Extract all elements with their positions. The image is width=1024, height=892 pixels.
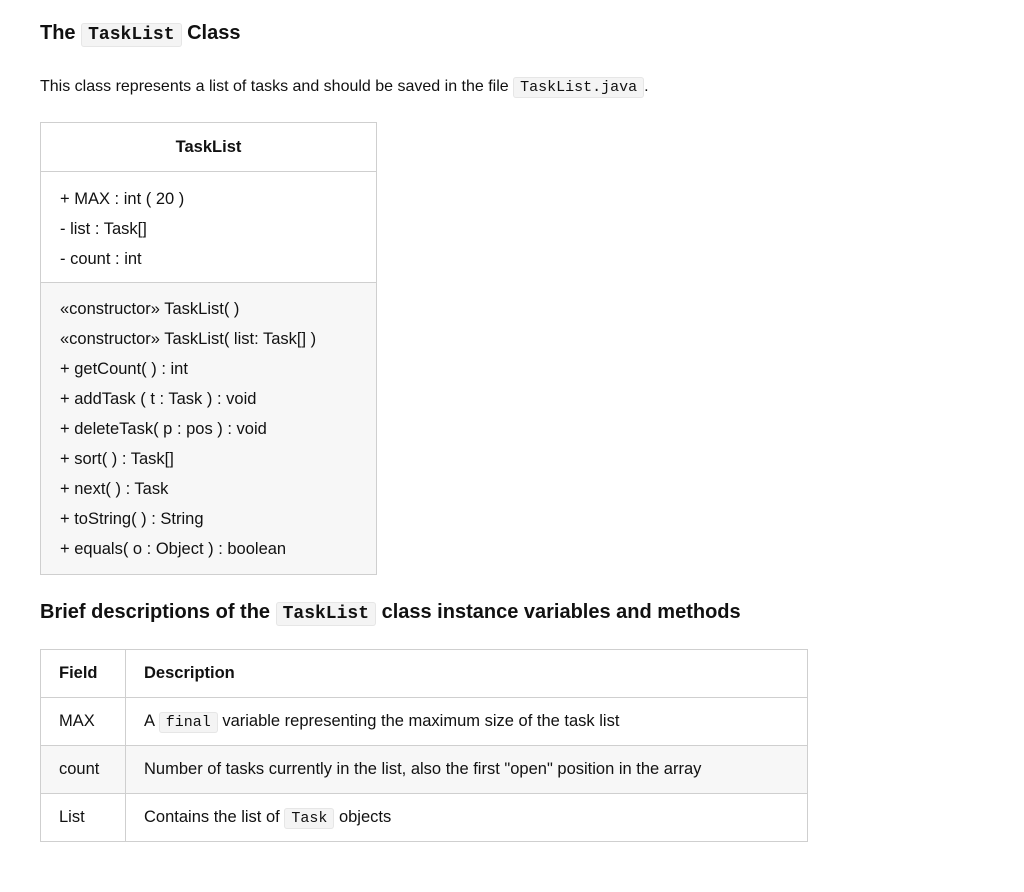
uml-class-name: TaskList	[41, 123, 376, 172]
section-title-tasklist-class	[40, 20, 240, 48]
uml-attribute: + MAX : int ( 20 )	[60, 190, 185, 208]
column-header-field: Field	[41, 650, 126, 698]
intro-paragraph	[40, 76, 649, 99]
description-cell	[126, 698, 808, 746]
heading-text: The	[40, 22, 76, 44]
table-row	[41, 698, 808, 746]
uml-attributes	[41, 172, 376, 283]
table-header-row	[41, 650, 808, 698]
uml-method: + sort( ) : Task[]	[60, 450, 174, 468]
uml-method: + next( ) : Task	[60, 480, 169, 498]
description-cell	[126, 794, 808, 842]
fields-table	[40, 649, 808, 842]
column-header-description: Description	[126, 650, 808, 698]
uml-class-diagram	[40, 122, 377, 575]
field-cell: List	[41, 794, 126, 842]
intro-filename-code: TaskList.java	[513, 77, 644, 98]
description-text: Contains the list of	[144, 808, 280, 826]
heading-text: Class	[187, 22, 241, 44]
field-cell: MAX	[41, 698, 126, 746]
description-text: variable representing the maximum size of the task list	[222, 712, 620, 730]
description-cell: Number of tasks currently in the list, also the first "open" position in the array	[126, 746, 808, 794]
uml-method: + deleteTask( p : pos ) : void	[60, 420, 267, 438]
uml-attribute: - count : int	[60, 250, 142, 268]
uml-method: «constructor» TaskList( list: Task[] )	[60, 330, 317, 348]
uml-attribute: - list : Task[]	[60, 220, 147, 238]
description-text: A	[144, 712, 155, 730]
heading-code: TaskList	[276, 602, 376, 626]
description-text: objects	[338, 808, 392, 826]
intro-period: .	[644, 78, 649, 95]
table-row	[41, 794, 808, 842]
section-title-descriptions	[40, 599, 741, 627]
uml-method: + toString( ) : String	[60, 510, 204, 528]
uml-methods	[41, 283, 376, 574]
uml-method: + equals( o : Object ) : boolean	[60, 540, 287, 558]
field-cell: count	[41, 746, 126, 794]
description-code: Task	[284, 808, 334, 829]
heading-code: TaskList	[81, 23, 181, 47]
uml-method: + getCount( ) : int	[60, 360, 188, 378]
heading-text: class instance variables and methods	[381, 601, 741, 623]
heading-text: Brief descriptions of the	[40, 601, 271, 623]
intro-text: This class represents a list of tasks and should be saved in the file	[40, 78, 509, 95]
uml-method: + addTask ( t : Task ) : void	[60, 390, 257, 408]
uml-method: «constructor» TaskList( )	[60, 300, 240, 318]
table-row	[41, 746, 808, 794]
description-code: final	[159, 712, 218, 733]
